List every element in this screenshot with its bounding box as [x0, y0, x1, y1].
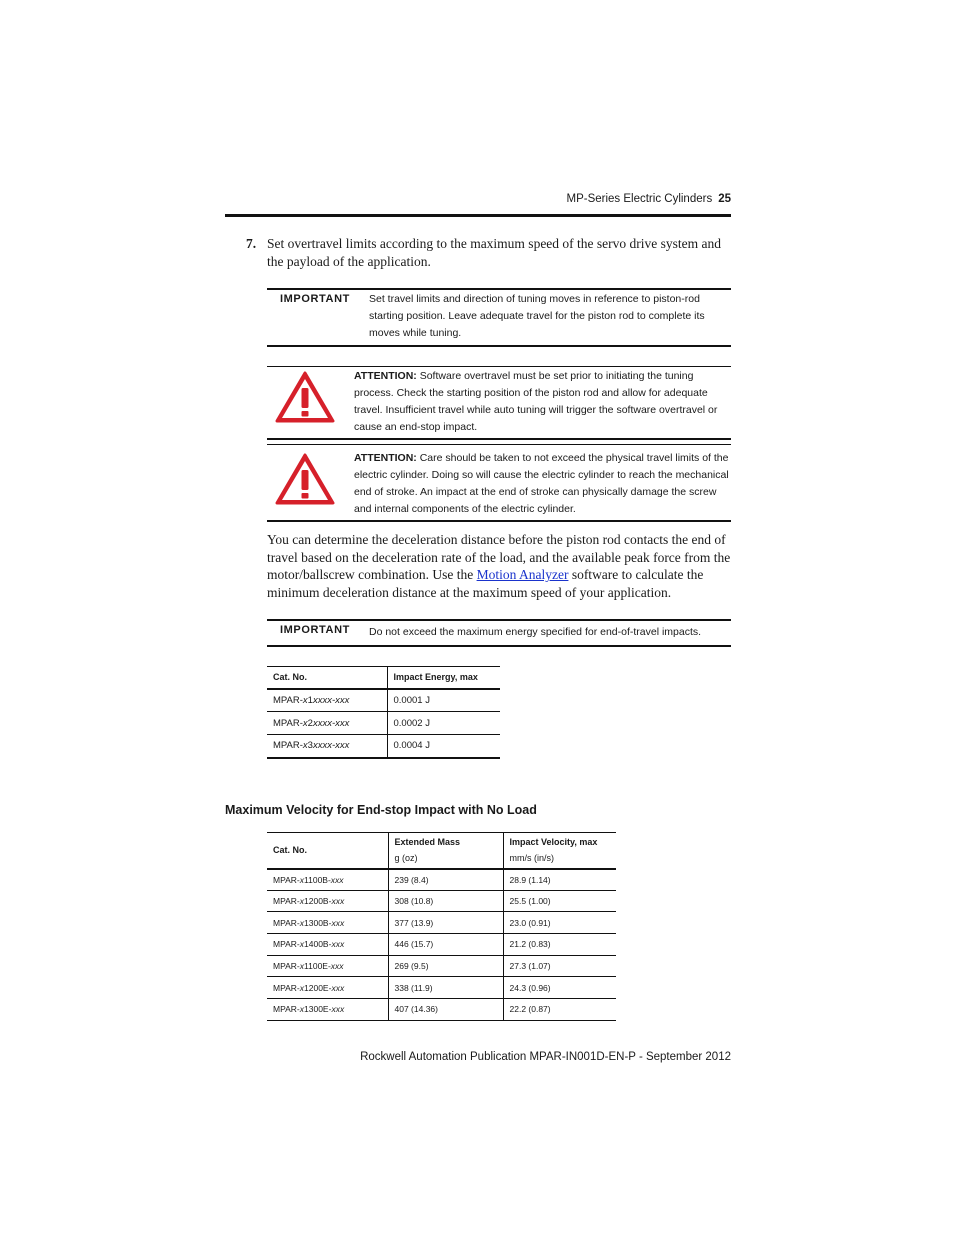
- cat-no-cell: [267, 912, 388, 934]
- cat-variable: x: [302, 694, 308, 706]
- table-row: [267, 712, 500, 735]
- table-row: [267, 934, 616, 956]
- extended-mass-unit: g (oz): [394, 853, 418, 864]
- attention-2-bottom-rule: [267, 520, 731, 522]
- cat-variable: x: [299, 982, 305, 993]
- cat-prefix: MPAR-: [273, 896, 300, 907]
- extended-mass-cell: 239 (8.4): [388, 869, 503, 891]
- warning-triangle-icon: [274, 370, 336, 424]
- impact-velocity-table: [267, 832, 616, 1021]
- impact-velocity-cell: 25.5 (1.00): [509, 896, 551, 907]
- attention-1-text: [354, 368, 728, 436]
- column-header-extended-mass: [388, 833, 503, 869]
- important-1-top-rule: [267, 288, 731, 290]
- running-header: [540, 193, 731, 205]
- cat-code: 1100B-: [304, 874, 331, 885]
- page-number: 25: [718, 193, 731, 205]
- page-footer: Rockwell Automation Publication MPAR-IN001D-EN-P - September 2012: [360, 1051, 731, 1063]
- cat-suffix: xxxx-xxx: [312, 740, 350, 752]
- impact-velocity-label: Impact Velocity, max: [509, 837, 598, 848]
- impact-energy-table: [267, 666, 500, 759]
- important-2-top-rule: [267, 619, 731, 621]
- attention-2-text: [354, 450, 730, 518]
- important-2-bottom-rule: [267, 645, 731, 647]
- extended-mass-cell: 269 (9.5): [388, 955, 503, 977]
- table-row: [267, 955, 616, 977]
- cat-code: 1300B-: [304, 917, 332, 928]
- attention-1-body: Software overtravel must be set prior to initiating the tuning process. Check the starting position of the piston rod and allow for adequate travel. Insufficient travel while auto tuning will trigger the software overtravel or cause an end-stop impact.: [354, 370, 718, 433]
- cat-suffix: xxxx-xxx: [312, 694, 350, 706]
- table-row: [267, 869, 616, 891]
- cat-suffix: xxx: [331, 1004, 345, 1015]
- extended-mass-cell: 338 (11.9): [388, 977, 503, 999]
- extended-mass-cell: 407 (14.36): [388, 999, 503, 1021]
- cat-no-cell: [267, 955, 388, 977]
- cat-code: 1100E-: [304, 961, 331, 972]
- attention-2-label: ATTENTION:: [354, 452, 417, 464]
- cat-no-cell: [267, 869, 388, 891]
- important-1-bottom-rule: [267, 345, 731, 347]
- motion-analyzer-link[interactable]: Motion Analyzer: [476, 567, 569, 582]
- cat-variable: x: [302, 717, 308, 729]
- cat-no-cell: [267, 934, 388, 956]
- extended-mass-cell: 308 (10.8): [388, 890, 503, 912]
- cat-code: 2: [307, 717, 313, 729]
- attention-1-bottom-rule: [267, 438, 731, 440]
- cat-suffix: xxx: [330, 874, 344, 885]
- table-row: [267, 689, 500, 712]
- section-heading: Maximum Velocity for End-stop Impact with No Load: [225, 803, 537, 817]
- cat-prefix: MPAR-: [273, 694, 303, 706]
- cat-variable: x: [299, 961, 305, 972]
- table-header-row: [267, 833, 616, 869]
- cat-prefix: MPAR-: [273, 874, 300, 885]
- body-paragraph: [267, 531, 731, 601]
- impact-velocity-cell: 21.2 (0.83): [509, 939, 551, 950]
- impact-velocity-cell: 22.2 (0.87): [509, 1004, 551, 1015]
- cat-suffix: xxx: [331, 896, 345, 907]
- cat-no-cell: [267, 977, 388, 999]
- header-title: MP-Series Electric Cylinders: [566, 193, 713, 205]
- table-row: [267, 999, 616, 1021]
- cat-suffix: xxxx-xxx: [312, 717, 350, 729]
- cat-no-cell: [267, 712, 387, 735]
- cat-code: 1200B-: [304, 896, 332, 907]
- cat-code: 3: [307, 740, 313, 752]
- table-row: [267, 735, 500, 758]
- cat-code: 1400B-: [304, 939, 332, 950]
- header-rule: [225, 214, 731, 217]
- cat-prefix: MPAR-: [273, 917, 300, 928]
- important-2-label: IMPORTANT: [280, 624, 350, 636]
- table-row: [267, 912, 616, 934]
- cat-prefix: MPAR-: [273, 939, 300, 950]
- impact-energy-cell: 0.0002 J: [393, 717, 430, 729]
- paragraph-text-1: You can determine the deceleration distance before the piston rod contacts the end of travel based on the deceleration rate of the load, and the available peak force from the motor/ballscrew combination. Use the: [267, 532, 731, 582]
- impact-velocity-cell: 23.0 (0.91): [509, 917, 551, 928]
- attention-2-top-rule: [267, 444, 731, 445]
- cat-code: 1: [307, 694, 313, 706]
- column-header-cat-no: Cat. No.: [267, 667, 387, 689]
- cat-code: 1200E-: [304, 982, 332, 993]
- column-header-impact-velocity: [503, 833, 616, 869]
- cat-prefix: MPAR-: [273, 717, 303, 729]
- cat-code: 1300E-: [304, 1004, 332, 1015]
- table-row: [267, 890, 616, 912]
- cat-variable: x: [302, 740, 308, 752]
- paragraph-text-2: software to calculate the minimum deceleration distance at the maximum speed of your application.: [267, 567, 704, 600]
- important-1-label: IMPORTANT: [280, 293, 350, 305]
- cat-prefix: MPAR-: [273, 1004, 300, 1015]
- extended-mass-label: Extended Mass: [394, 837, 461, 848]
- cat-variable: x: [299, 874, 305, 885]
- cat-suffix: xxx: [331, 939, 345, 950]
- cat-variable: x: [299, 1004, 305, 1015]
- cat-prefix: MPAR-: [273, 961, 300, 972]
- cat-prefix: MPAR-: [273, 982, 300, 993]
- step-text: Set overtravel limits according to the maximum speed of the servo drive system and the payload of the application.: [267, 236, 722, 269]
- important-1-text: Set travel limits and direction of tuning moves in reference to piston-rod starting position. Leave adequate travel for the piston rod to complete its moves while tuning.: [369, 293, 705, 339]
- column-header-cat-no: Cat. No.: [267, 833, 388, 869]
- cat-no-cell: [267, 735, 387, 758]
- impact-energy-cell: 0.0001 J: [393, 694, 430, 706]
- impact-velocity-cell: 28.9 (1.14): [509, 874, 551, 885]
- cat-no-cell: [267, 999, 388, 1021]
- cat-suffix: xxx: [331, 917, 345, 928]
- cat-suffix: xxx: [331, 982, 345, 993]
- warning-triangle-icon: [274, 452, 336, 506]
- impact-velocity-unit: mm/s (in/s): [509, 853, 554, 864]
- cat-variable: x: [299, 896, 305, 907]
- cat-no-cell: [267, 890, 388, 912]
- step-number: 7.: [246, 236, 257, 251]
- cat-no-cell: [267, 689, 387, 712]
- impact-velocity-cell: 24.3 (0.96): [509, 982, 551, 993]
- important-2-text: Do not exceed the maximum energy specified for end-of-travel impacts.: [369, 626, 702, 638]
- table-header-row: [267, 667, 500, 689]
- cat-variable: x: [299, 939, 305, 950]
- extended-mass-cell: 377 (13.9): [388, 912, 503, 934]
- attention-1-label: ATTENTION:: [354, 370, 417, 382]
- cat-variable: x: [299, 917, 305, 928]
- attention-1-top-rule: [267, 366, 731, 367]
- impact-energy-cell: 0.0004 J: [393, 740, 430, 752]
- cat-suffix: xxx: [330, 961, 344, 972]
- cat-prefix: MPAR-: [273, 740, 303, 752]
- impact-velocity-cell: 27.3 (1.07): [509, 961, 551, 972]
- attention-2-body: Care should be taken to not exceed the physical travel limits of the electric cylinder. Doing so will cause the electric cylinder to reach the mechanical end of stroke. An impact at the end of stroke can physically damage the screw and internal components of the electric cylinder.: [354, 452, 729, 515]
- table-row: [267, 977, 616, 999]
- extended-mass-cell: 446 (15.7): [388, 934, 503, 956]
- column-header-impact-energy: Impact Energy, max: [393, 672, 478, 683]
